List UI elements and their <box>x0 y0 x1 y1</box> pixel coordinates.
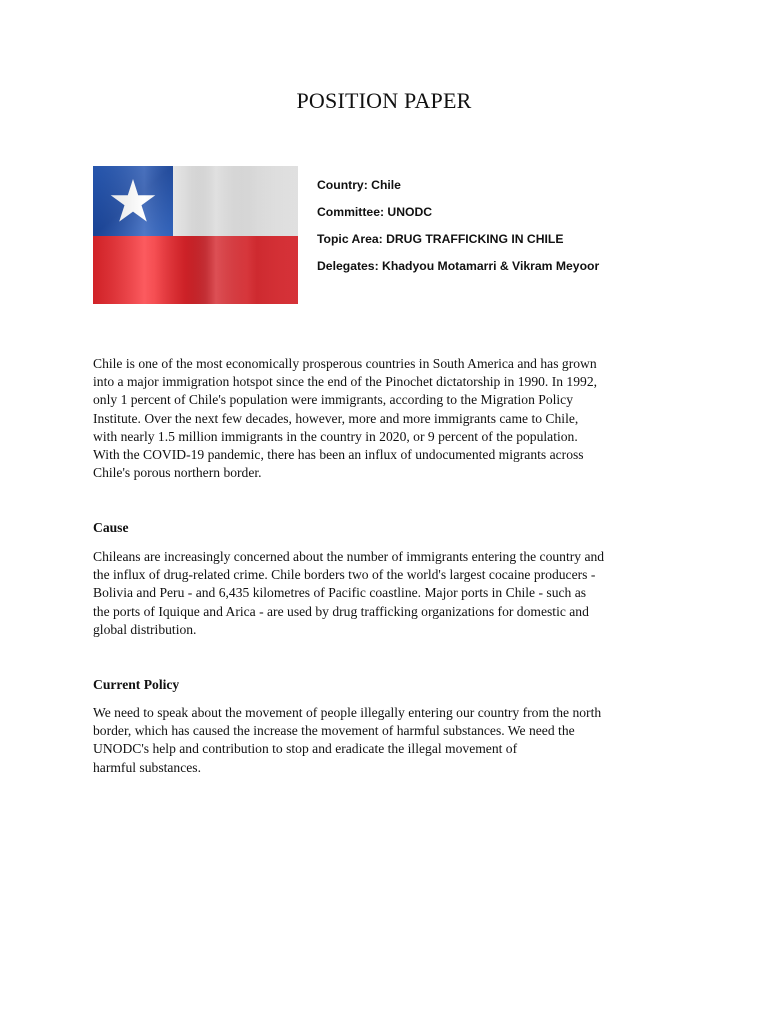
text-line: Bolivia and Peru - and 6,435 kilometres of Pacific coastline. Major ports in Chile - such as <box>93 585 587 601</box>
text-line: UNODC's help and contribution to stop and eradicate the illegal movement of <box>93 741 518 757</box>
text-line: Chileans are increasingly concerned about the number of immigrants entering the country and <box>93 549 605 564</box>
text-line: only 1 percent of Chile's population were immigrants, according to the Migration Policy <box>93 392 574 408</box>
text-line: We need to speak about the movement of people illegally entering our country from the north <box>93 705 602 720</box>
text-line: Institute. Over the next few decades, however, more and more immigrants came to Chile, <box>93 410 579 426</box>
delegates-field: Delegates: Khadyou Motamarri & Vikram Meyoor <box>317 259 600 273</box>
current-policy-paragraph <box>93 704 693 777</box>
text-line: harmful substances. <box>93 759 201 775</box>
paper-details <box>317 177 599 285</box>
chile-flag-icon <box>93 166 298 304</box>
text-line: global distribution. <box>93 621 197 637</box>
cause-heading: Cause <box>93 520 129 535</box>
topic-field: Topic Area: DRUG TRAFFICKING IN CHILE <box>317 232 564 246</box>
intro-paragraph <box>93 355 693 482</box>
text-line: border, which has caused the increase the movement of harmful substances. We need the <box>93 723 575 739</box>
text-line: the influx of drug-related crime. Chile borders two of the world's largest cocaine producers - <box>93 567 596 583</box>
text-line: Chile is one of the most economically prosperous countries in South America and has grown <box>93 356 597 371</box>
text-line: into a major immigration hotspot since the end of the Pinochet dictatorship in 1990. In 1992, <box>93 374 598 390</box>
page-title: POSITION PAPER <box>296 88 472 113</box>
text-line: Chile's porous northern border. <box>93 465 262 481</box>
country-field: Country: Chile <box>317 178 401 192</box>
cause-paragraph <box>93 548 693 639</box>
current-policy-heading: Current Policy <box>93 677 180 692</box>
text-line: with nearly 1.5 million immigrants in the country in 2020, or 9 percent of the population. <box>93 428 578 444</box>
text-line: the ports of Iquique and Arica - are used by drug trafficking organizations for domestic and <box>93 603 589 619</box>
text-line: With the COVID-19 pandemic, there has been an influx of undocumented migrants across <box>93 447 584 463</box>
committee-field: Committee: UNODC <box>317 205 433 219</box>
